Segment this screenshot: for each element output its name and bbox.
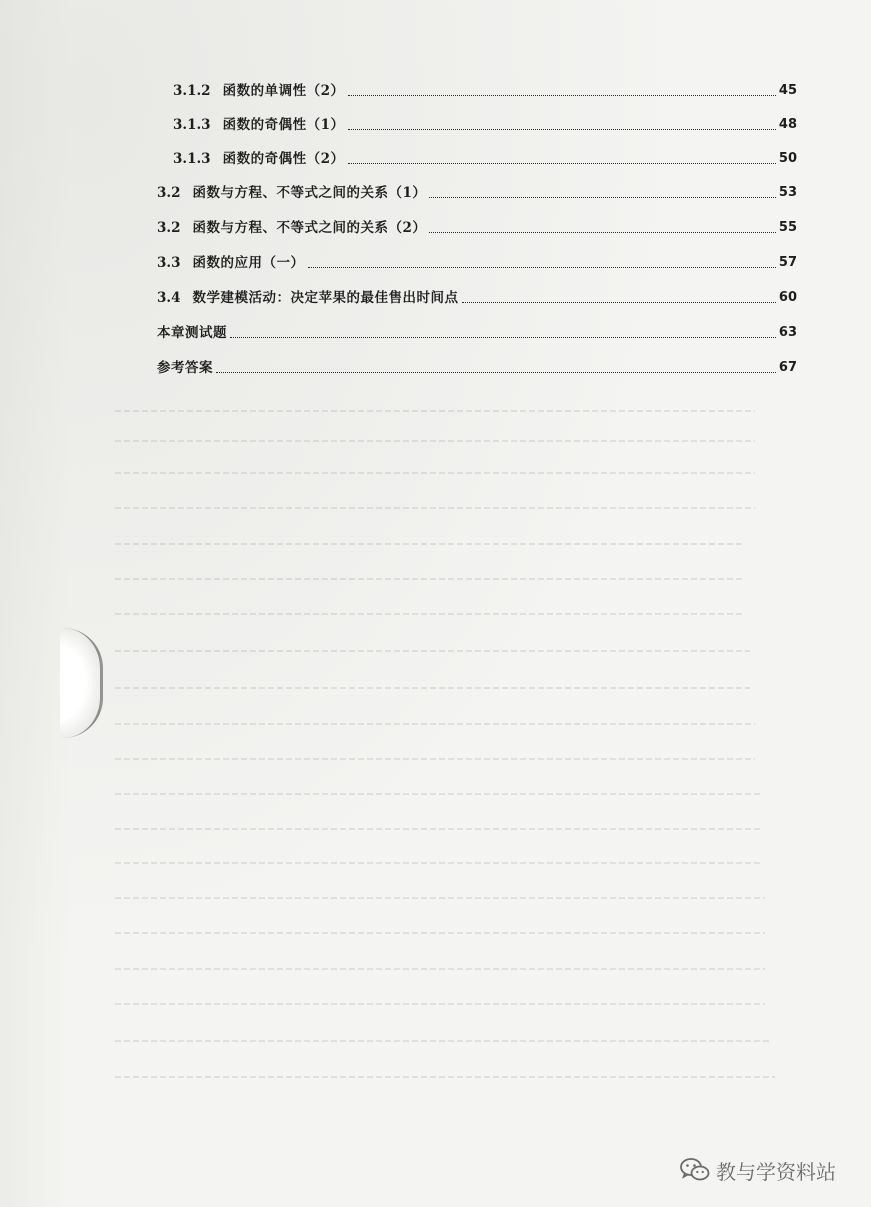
toc-entry-number: 3.4 <box>157 290 181 306</box>
toc-dot-leader <box>348 163 776 164</box>
bleed-line <box>115 687 750 689</box>
bleed-line <box>115 507 755 509</box>
toc-entry-3-1-3-b[interactable] <box>173 144 797 168</box>
toc-entry-title: 本章测试题 <box>157 325 227 341</box>
toc-entry-title: 数学建模活动：决定苹果的最佳售出时间点 <box>192 290 459 306</box>
bleed-line <box>115 897 765 899</box>
bleed-line <box>115 410 755 412</box>
toc-entry-page: 60 <box>778 290 797 305</box>
toc-entry-page: 67 <box>778 360 797 375</box>
toc-entry-3-2-a[interactable] <box>157 178 797 202</box>
toc-dot-leader <box>429 232 776 233</box>
toc-entry-number: 3.2 <box>157 185 181 201</box>
table-of-contents <box>0 0 871 400</box>
toc-entry-number: 3.1.3 <box>173 117 211 133</box>
toc-entry-number: 3.3 <box>157 255 181 271</box>
toc-entry-title: 函数与方程、不等式之间的关系（2） <box>192 220 427 236</box>
toc-dot-leader <box>308 267 776 268</box>
toc-entry-3-2-b[interactable] <box>157 213 797 237</box>
toc-entry-page: 53 <box>778 185 797 200</box>
toc-entry-title: 函数与方程、不等式之间的关系（1） <box>192 185 427 201</box>
toc-entry-page: 57 <box>778 255 797 270</box>
bleed-line <box>115 440 755 442</box>
watermark-text: 教与学资料站 <box>716 1159 836 1184</box>
bleed-line <box>115 472 755 474</box>
toc-entry-3-1-3-a[interactable] <box>173 110 797 134</box>
bleed-line <box>115 1040 770 1042</box>
bleed-line <box>115 578 745 580</box>
toc-entry-page: 50 <box>778 151 797 166</box>
toc-entry-3-4[interactable] <box>157 283 797 307</box>
toc-entry-title: 参考答案 <box>157 360 213 376</box>
bleed-line <box>115 828 760 830</box>
bleed-line <box>115 793 760 795</box>
toc-entry-title: 函数的奇偶性（1） <box>222 117 345 133</box>
toc-entry-page: 55 <box>778 220 797 235</box>
toc-entry-chapter-test[interactable] <box>157 318 797 342</box>
bleed-line <box>115 543 745 545</box>
bleed-line <box>115 723 755 725</box>
toc-dot-leader <box>230 337 776 338</box>
toc-entry-3-3[interactable] <box>157 248 797 272</box>
toc-dot-leader <box>462 302 776 303</box>
toc-entry-title: 函数的单调性（2） <box>222 83 345 99</box>
toc-entry-3-1-2-b[interactable] <box>173 76 797 100</box>
watermark <box>680 1155 836 1185</box>
toc-entry-page: 45 <box>778 83 797 98</box>
reverse-side-bleed-through <box>0 400 871 1120</box>
bleed-line <box>115 1076 775 1078</box>
bleed-line <box>115 932 765 934</box>
toc-entry-number: 3.2 <box>157 220 181 236</box>
bleed-line <box>115 613 745 615</box>
toc-dot-leader <box>348 129 776 130</box>
toc-entry-page: 63 <box>778 325 797 340</box>
toc-dot-leader <box>216 372 776 373</box>
toc-entry-title: 函数的奇偶性（2） <box>222 151 345 167</box>
toc-dot-leader <box>429 197 776 198</box>
wechat-icon <box>680 1157 710 1183</box>
toc-dot-leader <box>348 95 776 96</box>
bleed-line <box>115 650 750 652</box>
toc-entry-number: 3.1.2 <box>173 83 211 99</box>
bleed-line <box>115 968 765 970</box>
bleed-line <box>115 1003 765 1005</box>
bleed-line <box>115 862 760 864</box>
toc-entry-number: 3.1.3 <box>173 151 211 167</box>
toc-entry-answers[interactable] <box>157 353 797 377</box>
toc-entry-page: 48 <box>778 117 797 132</box>
toc-entry-title: 函数的应用（一） <box>192 255 305 271</box>
bleed-line <box>115 758 755 760</box>
